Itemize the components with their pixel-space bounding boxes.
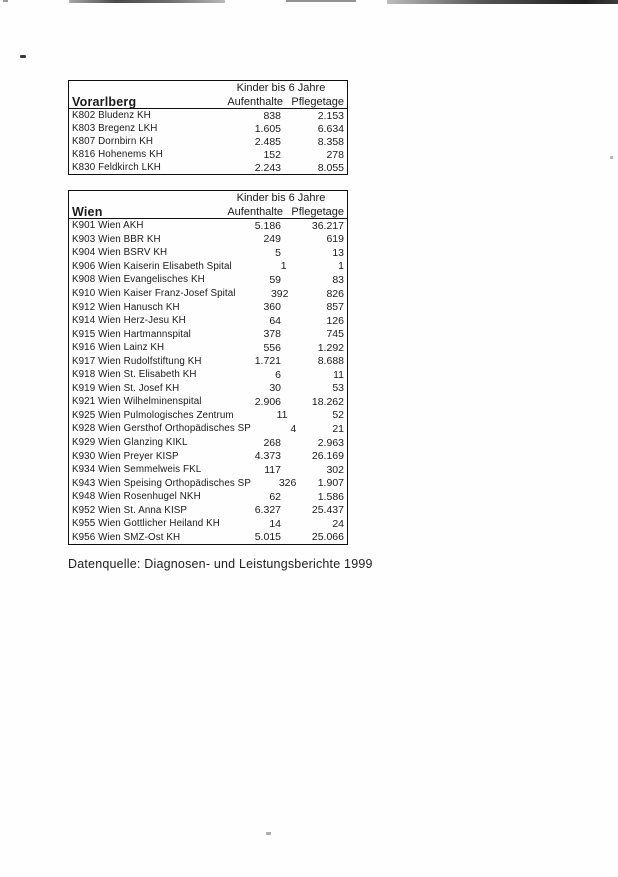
aufenthalte-value: 6 bbox=[275, 368, 281, 381]
table-row bbox=[69, 161, 347, 174]
aufenthalte-value: 1.721 bbox=[254, 355, 281, 368]
pflegetage-value: 18.262 bbox=[311, 395, 344, 408]
pflegetage-value: 1.586 bbox=[317, 490, 344, 503]
aufenthalte-value: 360 bbox=[263, 301, 281, 314]
pflegetage-value: 83 bbox=[332, 273, 344, 286]
aufenthalte-value: 249 bbox=[263, 233, 281, 246]
table-row bbox=[69, 219, 347, 233]
pflegetage-value: 2.153 bbox=[317, 109, 344, 122]
pflegetage-value: 53 bbox=[332, 382, 344, 395]
hospital-label: K930 Wien Preyer KISP bbox=[72, 450, 179, 462]
hospital-label: K903 Wien BBR KH bbox=[72, 233, 161, 245]
scan-artifact-speck bbox=[20, 55, 26, 58]
table-row bbox=[69, 436, 347, 450]
hospital-label: K952 Wien St. Anna KISP bbox=[72, 504, 188, 516]
pflegetage-value: 8.358 bbox=[317, 135, 344, 148]
aufenthalte-value: 838 bbox=[263, 109, 281, 122]
hospital-label: K918 Wien St. Elisabeth KH bbox=[72, 369, 197, 381]
table-row bbox=[69, 422, 347, 436]
group-header-row bbox=[69, 191, 347, 205]
hospital-label: K919 Wien St. Josef KH bbox=[72, 382, 180, 394]
hospital-label: K934 Wien Semmelweis FKL bbox=[72, 464, 202, 476]
hospital-label: K925 Wien Pulmologisches Zentrum bbox=[72, 409, 234, 421]
pflegetage-value: 26.169 bbox=[311, 450, 344, 463]
pflegetage-value: 52 bbox=[332, 409, 344, 422]
pflegetage-value: 21 bbox=[332, 422, 344, 435]
pflegetage-value: 36.217 bbox=[311, 219, 344, 232]
pflegetage-value: 826 bbox=[326, 287, 344, 300]
hospital-label: K916 Wien Lainz KH bbox=[72, 342, 165, 354]
scan-artifact-streak bbox=[387, 0, 618, 4]
table-row bbox=[69, 233, 347, 247]
region-label: Vorarlberg bbox=[72, 94, 137, 109]
hospital-label: K917 Wien Rudolfstiftung KH bbox=[72, 355, 202, 367]
table-header bbox=[69, 191, 347, 219]
table-vorarlberg bbox=[68, 80, 348, 175]
hospital-label: K901 Wien AKH bbox=[72, 220, 144, 232]
pflegetage-value: 278 bbox=[326, 148, 344, 161]
table-row bbox=[69, 148, 347, 161]
pflegetage-value: 13 bbox=[332, 246, 344, 259]
data-source-caption: Datenquelle: Diagnosen- und Leistungsberichte 1999 bbox=[68, 557, 373, 571]
pflegetage-value: 24 bbox=[332, 517, 344, 530]
column-header-pflegetage: Pflegetage bbox=[291, 205, 344, 218]
aufenthalte-value: 1.605 bbox=[254, 122, 281, 135]
table-row bbox=[69, 449, 347, 463]
pflegetage-value: 745 bbox=[326, 328, 344, 341]
aufenthalte-value: 64 bbox=[269, 314, 281, 327]
hospital-label: K807 Dornbirn KH bbox=[72, 136, 154, 147]
table-row bbox=[69, 273, 347, 287]
aufenthalte-value: 268 bbox=[263, 436, 281, 449]
column-header-pflegetage: Pflegetage bbox=[291, 95, 344, 108]
pflegetage-value: 8.055 bbox=[317, 161, 344, 174]
hospital-label: K816 Hohenems KH bbox=[72, 149, 163, 160]
aufenthalte-value: 378 bbox=[263, 328, 281, 341]
table-row bbox=[69, 517, 347, 531]
table-row bbox=[69, 260, 347, 274]
table-row bbox=[69, 409, 347, 423]
hospital-label: K910 Wien Kaiser Franz-Josef Spital bbox=[72, 288, 236, 299]
hospital-label: K803 Bregenz LKH bbox=[72, 123, 158, 134]
table-row bbox=[69, 503, 347, 517]
aufenthalte-value: 2.906 bbox=[254, 395, 281, 408]
column-header-row bbox=[69, 205, 347, 219]
table-row bbox=[69, 300, 347, 314]
aufenthalte-value: 1 bbox=[280, 260, 287, 273]
table-row bbox=[69, 135, 347, 148]
group-header-label: Kinder bis 6 Jahre bbox=[236, 192, 326, 204]
table-row bbox=[69, 382, 347, 396]
hospital-label: K955 Wien Gottlicher Heiland KH bbox=[72, 518, 220, 530]
table-row bbox=[69, 341, 347, 355]
aufenthalte-value: 30 bbox=[269, 382, 281, 395]
hospital-label: K943 Wien Speising Orthopädisches SP bbox=[72, 477, 251, 489]
pflegetage-value: 11 bbox=[333, 368, 344, 381]
pflegetage-value: 1.292 bbox=[317, 341, 344, 354]
scan-artifact-speck bbox=[3, 0, 8, 2]
hospital-label: K914 Wien Herz-Jesu KH bbox=[72, 315, 186, 327]
pflegetage-value: 8.688 bbox=[317, 355, 344, 368]
table-header bbox=[69, 81, 347, 109]
hospital-label: K915 Wien Hartmannspital bbox=[72, 328, 191, 340]
column-header-aufenthalte: Aufenthalte bbox=[227, 95, 283, 108]
aufenthalte-value: 2.243 bbox=[254, 161, 281, 174]
aufenthalte-value: 4 bbox=[290, 422, 297, 435]
aufenthalte-value: 6.327 bbox=[254, 504, 281, 517]
aufenthalte-value: 5.186 bbox=[254, 219, 281, 232]
pflegetage-value: 1.907 bbox=[317, 477, 344, 490]
group-header-row bbox=[69, 81, 347, 95]
table-row bbox=[69, 368, 347, 382]
hospital-label: K956 Wien SMZ-Ost KH bbox=[72, 531, 181, 543]
hospital-label: K908 Wien Evangelisches KH bbox=[72, 274, 205, 286]
aufenthalte-value: 326 bbox=[278, 477, 297, 490]
aufenthalte-value: 5 bbox=[275, 246, 281, 259]
aufenthalte-value: 556 bbox=[263, 341, 281, 354]
hospital-label: K921 Wien Wilhelminenspital bbox=[72, 396, 202, 408]
region-label: Wien bbox=[72, 204, 103, 219]
hospital-label: K904 Wien BSRV KH bbox=[72, 247, 168, 259]
pflegetage-value: 302 bbox=[326, 463, 344, 476]
hospital-label: K830 Feldkirch LKH bbox=[72, 162, 161, 173]
table-wien bbox=[68, 190, 348, 545]
group-header-label: Kinder bis 6 Jahre bbox=[236, 82, 326, 94]
aufenthalte-value: 2.485 bbox=[254, 135, 281, 148]
aufenthalte-value: 11 bbox=[276, 409, 288, 422]
aufenthalte-value: 4.373 bbox=[254, 450, 281, 463]
table-row bbox=[69, 531, 347, 545]
column-header-row bbox=[69, 95, 347, 109]
table-row bbox=[69, 122, 347, 135]
aufenthalte-value: 14 bbox=[269, 517, 281, 530]
table-row bbox=[69, 395, 347, 409]
table-row bbox=[69, 490, 347, 504]
table-row bbox=[69, 109, 347, 122]
aufenthalte-value: 62 bbox=[269, 490, 281, 503]
hospital-label: K948 Wien Rosenhugel NKH bbox=[72, 491, 201, 503]
table-row bbox=[69, 463, 347, 477]
aufenthalte-value: 152 bbox=[263, 148, 281, 161]
pflegetage-value: 25.066 bbox=[311, 531, 344, 544]
table-body bbox=[69, 219, 347, 544]
aufenthalte-value: 117 bbox=[264, 463, 281, 476]
pflegetage-value: 619 bbox=[326, 233, 344, 246]
aufenthalte-value: 5.015 bbox=[254, 531, 281, 544]
hospital-label: K912 Wien Hanusch KH bbox=[72, 301, 180, 313]
table-row bbox=[69, 327, 347, 341]
pflegetage-value: 857 bbox=[326, 301, 344, 314]
table-row bbox=[69, 314, 347, 328]
hospital-label: K906 Wien Kaiserin Elisabeth Spital bbox=[72, 260, 232, 272]
pflegetage-value: 2.963 bbox=[317, 436, 344, 449]
pflegetage-value: 126 bbox=[326, 314, 344, 327]
pflegetage-value: 25.437 bbox=[311, 504, 344, 517]
table-row bbox=[69, 246, 347, 260]
table-body bbox=[69, 109, 347, 174]
hospital-label: K928 Wien Gersthof Orthopädisches SP bbox=[72, 423, 251, 435]
pflegetage-value: 1 bbox=[338, 260, 344, 273]
pflegetage-value: 6.634 bbox=[317, 122, 344, 135]
table-row bbox=[69, 287, 347, 301]
aufenthalte-value: 59 bbox=[269, 273, 281, 286]
scan-artifact-speck bbox=[266, 832, 271, 835]
scan-artifact-speck bbox=[610, 156, 613, 159]
scan-artifact-streak bbox=[286, 0, 356, 2]
aufenthalte-value: 392 bbox=[270, 287, 289, 300]
column-header-aufenthalte: Aufenthalte bbox=[227, 205, 283, 218]
table-row bbox=[69, 354, 347, 368]
hospital-label: K802 Bludenz KH bbox=[72, 110, 151, 121]
table-row bbox=[69, 476, 347, 490]
scan-artifact-streak bbox=[69, 0, 225, 3]
hospital-label: K929 Wien Glanzing KIKL bbox=[72, 437, 188, 449]
